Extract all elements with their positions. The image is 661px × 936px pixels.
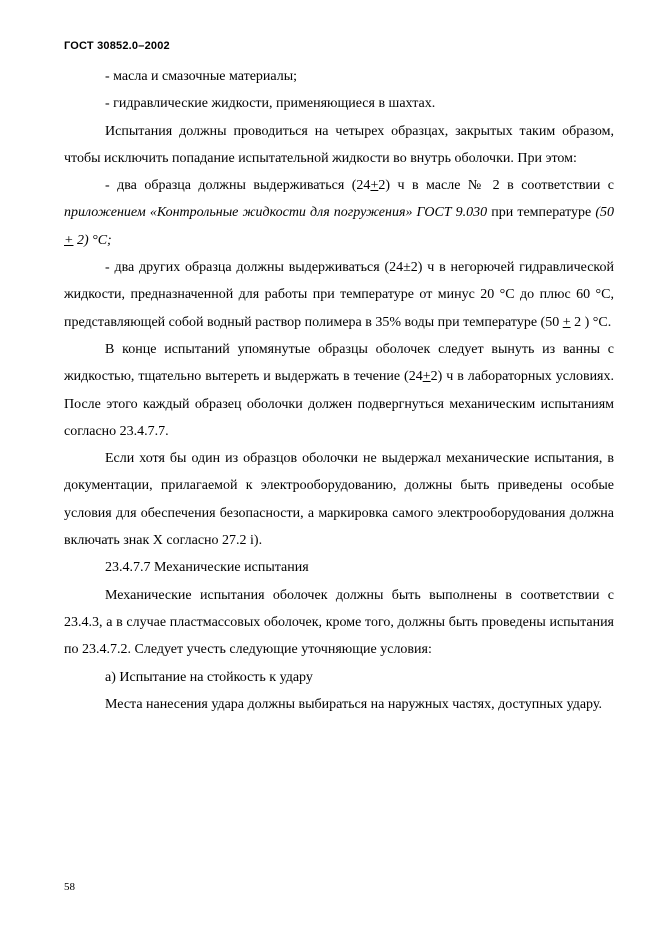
list-item-hydraulic-fluids: - гидравлические жидкости, применяющиеся в шахтах.	[105, 96, 436, 112]
text-run: при температуре	[487, 205, 596, 221]
text-run: 2) ч в лабораторных условиях. После этого каждый образец оболочки должен подвергнуться механическим испытаниям согласно 23.4.7.7.	[64, 369, 615, 439]
text-run: В конце испытаний упомянутые образцы оболочек следует вынуть из ванны с жидкостью, тщательно вытереть и выдержать в течение (24	[64, 341, 614, 385]
text-run: - два других образца должны выдерживаться (24±2) ч в негорючей гидравлической жидкости, предназначенной для работы при температуре от минус 20 °С до плюс 60 °С, представляющей собой водный раствор полимера в 35% воды при температуре (50	[64, 260, 614, 330]
section-heading-23-4-7-7: 23.4.7.7 Механические испытания	[105, 560, 309, 576]
paragraph-failure-conditions: Если хотя бы один из образцов оболочки не выдержал механические испытания, в документации, прилагаемой к электрооборудованию, должны быть приведены особые условия для обеспечения безопасности, а маркировка самого электрооборудования должна включать знак Х согласно 27.2 i).	[64, 451, 614, 549]
italic-reference: приложением «Контрольные жидкости для погружения» ГОСТ 9.030	[64, 205, 488, 221]
plus-minus-sign: +	[64, 232, 74, 248]
page-number: 58	[64, 881, 75, 893]
paragraph-end-of-tests	[64, 336, 614, 445]
paragraph-test-samples: Испытания должны проводиться на четырех образцах, закрытых таким образом, чтобы исключить попадание испытательной жидкости во внутрь оболочки. При этом:	[64, 123, 614, 166]
paragraph-two-samples-oil	[64, 172, 614, 254]
list-item-oils: - масла и смазочные материалы;	[105, 69, 298, 84]
paragraph-impact-locations: Места нанесения удара должны выбираться на наружных частях, доступных удару.	[105, 696, 602, 712]
paragraph-two-other-samples	[64, 254, 614, 336]
plus-minus-sign: +	[562, 314, 571, 330]
document-body	[64, 63, 614, 718]
text-run: 2 ) °С.	[570, 314, 612, 330]
text-run: - два образца должны выдерживаться (24	[105, 178, 371, 194]
paragraph-mechanical-tests: Механические испытания оболочек должны быть выполнены в соответствии с 23.4.3, а в случае пластмассовых оболочек, кроме того, должны быть проведены испытания по 23.4.7.2. Следует учесть следующие уточняющие условия:	[64, 587, 614, 658]
document-header: ГОСТ 30852.0–2002	[64, 40, 170, 52]
list-item-impact-test: а) Испытание на стойкость к удару	[105, 669, 313, 685]
plus-minus-sign: +	[370, 178, 379, 194]
italic-temperature: (50 + 2) °С;	[64, 205, 614, 248]
plus-minus-sign: +	[422, 369, 431, 385]
text-run: 2) ч в масле № 2 в соответствии с	[378, 178, 615, 194]
